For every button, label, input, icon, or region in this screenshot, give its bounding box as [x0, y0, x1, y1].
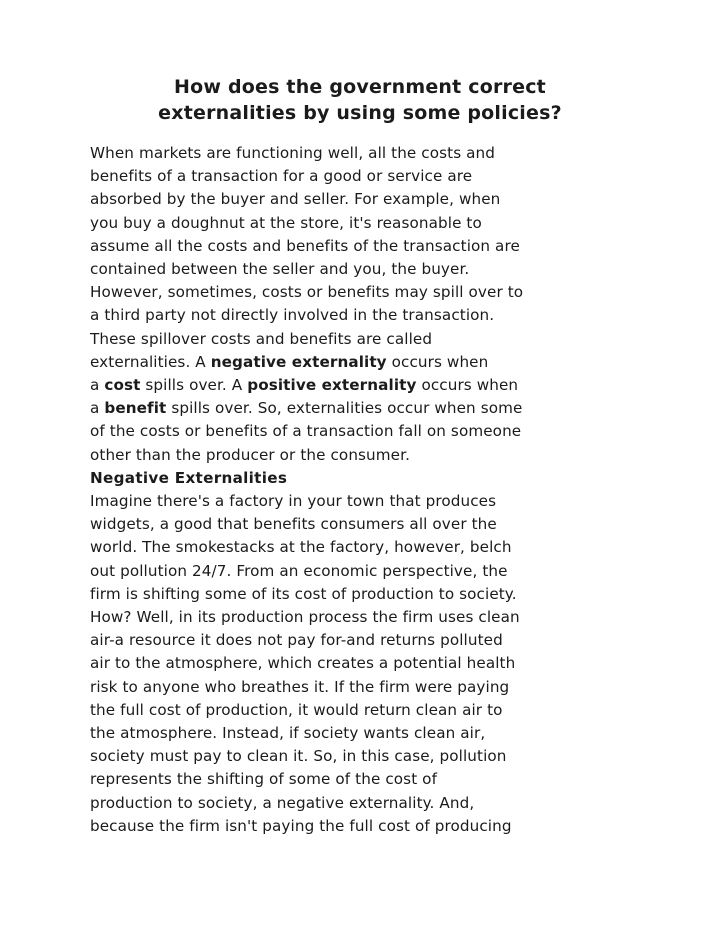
document-body: [90, 142, 642, 838]
paragraph-line: These spillover costs and benefits are called: [90, 329, 433, 348]
paragraph-line: you buy a doughnut at the store, it's reasonable to: [90, 213, 482, 232]
paragraph-line: When markets are functioning well, all the costs and: [90, 144, 496, 162]
title-line-1: How does the government correct: [174, 76, 546, 98]
text-run: spills over. A: [140, 376, 248, 395]
text-run: externalities. A: [90, 352, 211, 371]
paragraph-line: However, sometimes, costs or benefits may spill over to: [90, 283, 524, 302]
paragraph-line: the atmosphere. Instead, if society wants clean air,: [90, 724, 486, 743]
paragraph-line: firm is shifting some of its cost of production to society.: [90, 584, 517, 603]
paragraph-line: society must pay to clean it. So, in this case, pollution: [90, 747, 507, 766]
paragraph-line: world. The smokestacks at the factory, however, belch: [90, 538, 512, 557]
paragraph-line: air to the atmosphere, which creates a potential health: [90, 654, 516, 673]
paragraph-line: other than the producer or the consumer.: [90, 445, 410, 464]
text-run: a: [90, 399, 105, 418]
text-run: occurs when: [386, 352, 489, 371]
paragraph-line: production to society, a negative externality. And,: [90, 793, 475, 812]
paragraph-line: because the firm isn't paying the full cost of producing: [90, 816, 512, 835]
paragraph-line: a third party not directly involved in the transaction.: [90, 306, 495, 325]
term-benefit: benefit: [104, 399, 167, 418]
paragraph-line: represents the shifting of some of the cost of: [90, 770, 438, 789]
text-run: occurs when: [416, 376, 519, 395]
paragraph-line: contained between the seller and you, the buyer.: [90, 260, 470, 279]
paragraph-line: benefits of a transaction for a good or service are: [90, 167, 473, 186]
paragraph-line: Imagine there's a factory in your town that produces: [90, 492, 497, 511]
text-run: a: [90, 376, 105, 395]
paragraph-line: air-a resource it does not pay for-and returns polluted: [90, 631, 503, 650]
paragraph-line: How? Well, in its production process the firm uses clean: [90, 608, 520, 627]
paragraph-line: absorbed by the buyer and seller. For example, when: [90, 190, 501, 209]
paragraph-line: the full cost of production, it would return clean air to: [90, 700, 503, 719]
paragraph-line: risk to anyone who breathes it. If the firm were paying: [90, 677, 510, 696]
term-positive-externality: positive externality: [247, 376, 417, 395]
negative-externalities-paragraph: [90, 490, 642, 838]
paragraph-line: of the costs or benefits of a transaction fall on someone: [90, 422, 522, 441]
paragraph-line: out pollution 24/7. From an economic perspective, the: [90, 561, 508, 580]
paragraph-line: assume all the costs and benefits of the transaction are: [90, 236, 520, 255]
paragraph-line: widgets, a good that benefits consumers all over the: [90, 515, 497, 534]
paragraph-line: [90, 374, 642, 397]
title-line-2: externalities by using some policies?: [158, 102, 562, 124]
term-cost: cost: [104, 376, 141, 395]
intro-paragraph: [90, 142, 642, 467]
text-run: spills over. So, externalities occur when some: [166, 399, 523, 418]
term-negative-externality: negative externality: [210, 352, 387, 371]
document-title: [60, 74, 660, 126]
paragraph-line: [90, 351, 642, 374]
section-heading: Negative Externalities: [90, 468, 288, 487]
paragraph-line: [90, 397, 642, 420]
